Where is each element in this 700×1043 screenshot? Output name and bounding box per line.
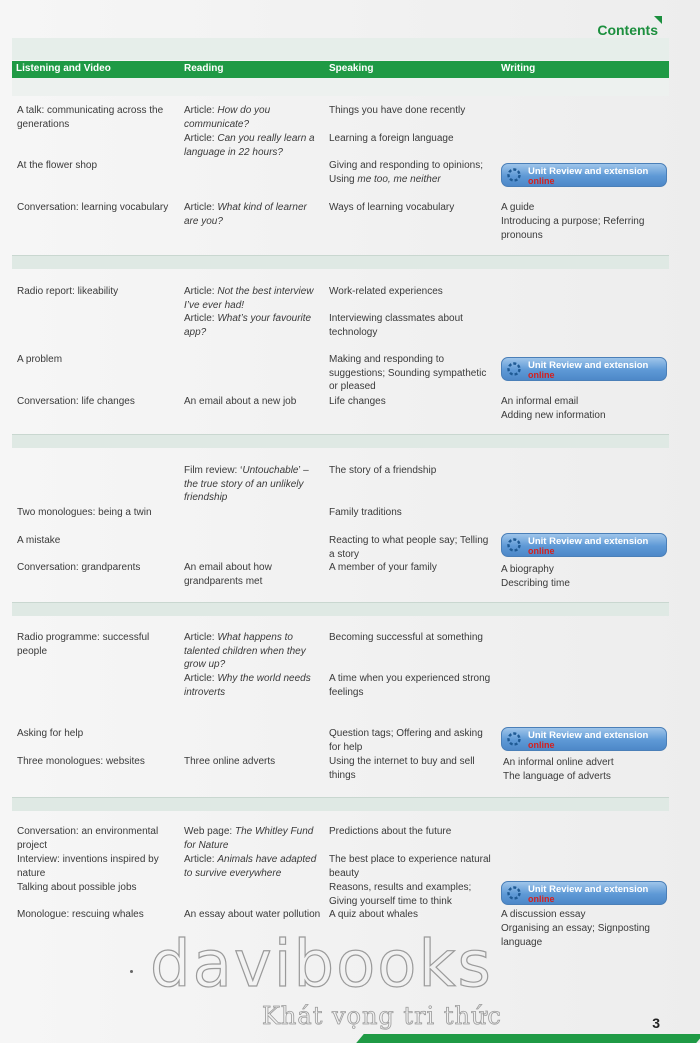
cell-speaking: A member of your family — [329, 562, 437, 573]
cell-writing: A discussion essay — [501, 909, 586, 920]
cell-reading: Film review: ‘Untouchable’ – the true story of an unlikely friendship — [184, 465, 309, 503]
cell-speaking: Ways of learning vocabulary — [329, 202, 455, 213]
cell-reading: Article: How do you communicate? — [184, 105, 271, 130]
review-button-label: Unit Review and extension — [528, 536, 649, 547]
cell-reading: An email about how grandparents met — [184, 562, 272, 587]
refresh-icon — [506, 885, 522, 901]
column-header-writing: Writing — [501, 63, 536, 74]
column-header-speaking: Speaking — [329, 63, 374, 74]
column-header-listening: Listening and Video — [16, 63, 111, 74]
cell-listening: Conversation: life changes — [17, 396, 135, 407]
cell-writing: Adding new information — [501, 410, 606, 421]
unit-review-button[interactable] — [501, 727, 667, 751]
cell-reading: Article: What happens to talented children when they grow up? — [184, 632, 306, 670]
cell-reading: Article: What’s your favourite app? — [184, 313, 312, 338]
cell-speaking: A time when you experienced strong feelings — [329, 673, 491, 698]
cell-writing: An informal online advert — [503, 757, 614, 768]
unit-review-button[interactable] — [501, 163, 667, 187]
cell-speaking: Things you have done recently — [329, 105, 466, 116]
cell-writing: A guide — [501, 202, 535, 213]
cell-reading: Web page: The Whitley Fund for Nature — [184, 826, 314, 851]
unit-review-button[interactable] — [501, 357, 667, 381]
review-button-online: online — [528, 546, 555, 556]
cell-reading: Article: Can you really learn a language in 22 hours? — [184, 133, 315, 158]
review-button-label: Unit Review and extension — [528, 884, 649, 895]
cell-writing: Organising an essay; Signposting language — [501, 923, 650, 948]
cell-speaking: The best place to experience natural beauty — [329, 854, 491, 879]
cell-speaking: The story of a friendship — [329, 465, 437, 476]
cell-listening: Conversation: grandparents — [17, 562, 141, 573]
cell-speaking: Predictions about the future — [329, 826, 452, 837]
column-header-row — [12, 61, 669, 78]
cell-listening: Conversation: an environmental project — [17, 826, 159, 851]
cell-reading: Article: What kind of learner are you? — [184, 202, 307, 227]
cell-reading: Article: Why the world needs introverts — [184, 673, 311, 698]
footer-stripe — [356, 1034, 700, 1043]
cell-listening: Talking about possible jobs — [17, 882, 137, 893]
unit-divider — [12, 602, 669, 616]
refresh-icon — [506, 731, 522, 747]
cell-speaking: Making and responding to suggestions; Sounding sympathetic or pleased — [329, 354, 487, 392]
cell-listening: Monologue: rescuing whales — [17, 909, 144, 920]
review-button-label: Unit Review and extension — [528, 166, 649, 177]
header-band — [12, 38, 669, 60]
cell-listening: At the flower shop — [17, 160, 98, 171]
refresh-icon — [506, 537, 522, 553]
unit-band-1 — [12, 78, 669, 96]
page-title: Contents — [597, 22, 658, 38]
cell-speaking: Work-related experiences — [329, 286, 443, 297]
cell-writing: A biography — [501, 564, 554, 575]
cell-writing: The language of adverts — [503, 771, 611, 782]
review-button-online: online — [528, 176, 555, 186]
cell-reading: Article: Not the best interview I’ve ever had! — [184, 286, 314, 311]
refresh-icon — [506, 167, 522, 183]
cell-writing: Introducing a purpose; Referring pronouns — [501, 216, 645, 241]
cell-reading: Article: Animals have adapted to survive everywhere — [184, 854, 317, 879]
unit-divider — [12, 255, 669, 269]
cell-speaking: Becoming successful at something — [329, 632, 483, 643]
stray-dot — [130, 970, 133, 973]
cell-listening: Asking for help — [17, 728, 84, 739]
unit-review-button[interactable] — [501, 881, 667, 905]
cell-speaking: A quiz about whales — [329, 909, 418, 920]
cell-listening: Radio report: likeability — [17, 286, 119, 297]
unit-divider — [12, 797, 669, 811]
review-button-online: online — [528, 740, 555, 750]
cell-speaking: Reasons, results and examples; Giving yourself time to think — [329, 882, 472, 907]
cell-listening: Two monologues: being a twin — [17, 507, 152, 518]
cell-listening: Conversation: learning vocabulary — [17, 202, 169, 213]
review-button-online: online — [528, 894, 555, 904]
cell-reading: An email about a new job — [184, 396, 297, 407]
cell-reading: An essay about water pollution — [184, 909, 321, 920]
cell-speaking: Interviewing classmates about technology — [329, 313, 463, 338]
unit-review-button[interactable] — [501, 533, 667, 557]
cell-speaking: Family traditions — [329, 507, 402, 518]
cell-speaking: Reacting to what people say; Telling a story — [329, 535, 489, 560]
cell-listening: Radio programme: successful people — [17, 632, 150, 657]
unit-divider — [12, 434, 669, 448]
cell-listening: A problem — [17, 354, 63, 365]
watermark-tagline: Khát vọng tri thức — [262, 1002, 502, 1030]
review-button-label: Unit Review and extension — [528, 730, 649, 741]
cell-listening: A talk: communicating across the generations — [17, 105, 164, 130]
cell-speaking: Using the internet to buy and sell things — [329, 756, 475, 781]
cell-listening: A mistake — [17, 535, 61, 546]
review-button-label: Unit Review and extension — [528, 360, 649, 371]
refresh-icon — [506, 361, 522, 377]
page-number: 3 — [652, 1015, 660, 1031]
column-header-reading: Reading — [184, 63, 224, 74]
review-button-online: online — [528, 370, 555, 380]
cell-writing: Describing time — [501, 578, 570, 589]
cell-speaking: Question tags; Offering and asking for help — [329, 728, 483, 753]
watermark-logo: davibooks — [150, 928, 493, 1002]
cell-speaking: Life changes — [329, 396, 386, 407]
cell-listening: Three monologues: websites — [17, 756, 145, 767]
cell-writing: An informal email — [501, 396, 579, 407]
cell-reading: Three online adverts — [184, 756, 276, 767]
cell-listening: Interview: inventions inspired by nature — [17, 854, 159, 879]
cell-speaking: Giving and responding to opinions; Using me too, me neither — [329, 160, 483, 185]
cell-speaking: Learning a foreign language — [329, 133, 454, 144]
